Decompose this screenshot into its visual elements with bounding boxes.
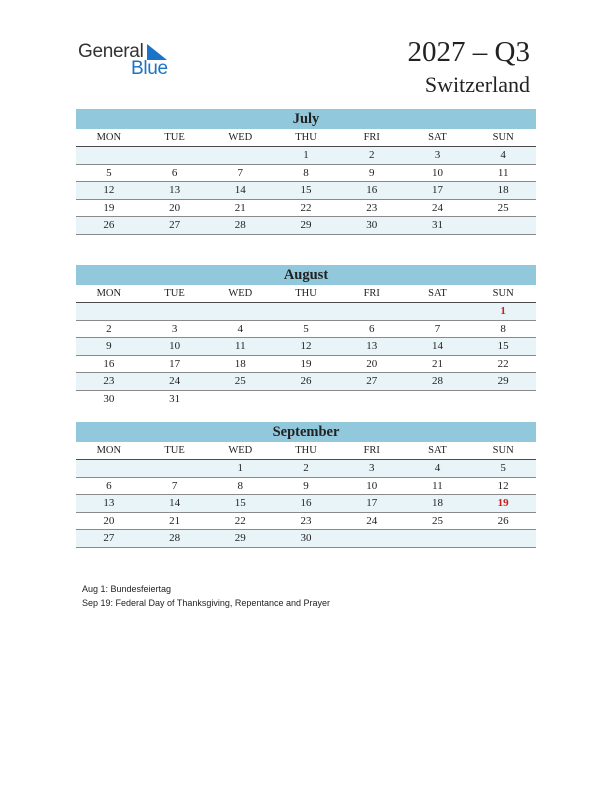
day-cell: 24 [431, 201, 443, 214]
day-cell: 20 [169, 201, 181, 214]
day-cell: 25 [497, 201, 509, 214]
day-cell: 24 [169, 375, 181, 387]
day-cell [470, 530, 536, 547]
week-row [76, 165, 536, 183]
day-cell [273, 391, 339, 408]
day-cell: 3 [368, 462, 375, 474]
day-cell: 7 [237, 166, 244, 179]
day-cell: 11 [235, 340, 246, 352]
day-cell: 5 [500, 462, 506, 474]
day-cell: 10 [169, 340, 181, 352]
day-cell: 8 [237, 479, 244, 492]
logo [78, 41, 178, 81]
day-cell [339, 391, 405, 408]
day-cell: 11 [432, 479, 443, 492]
day-cell [207, 391, 273, 408]
day-cell: 2 [368, 149, 375, 161]
day-cell: 6 [368, 322, 375, 335]
day-cell: 6 [106, 479, 112, 492]
weekday-label: TUE [164, 445, 185, 456]
logo-word-blue: Blue [131, 58, 168, 79]
day-cell: 5 [303, 322, 309, 335]
day-cell: 16 [300, 497, 312, 509]
day-cell [207, 147, 273, 164]
day-cell: 16 [366, 184, 378, 196]
month-block-august [76, 265, 536, 407]
day-cell: 21 [431, 357, 443, 370]
day-cell: 23 [300, 514, 312, 527]
week-row [76, 513, 536, 531]
day-cell: 10 [366, 479, 378, 492]
weekday-label: THU [295, 445, 317, 456]
day-cell [76, 460, 142, 477]
day-cell: 8 [500, 322, 506, 335]
weekday-label: SUN [492, 445, 514, 456]
week-row [76, 391, 536, 408]
day-cell [470, 217, 536, 234]
weekday-label: TUE [164, 132, 185, 143]
month-block-july [76, 109, 536, 235]
day-cell: 30 [366, 219, 378, 231]
day-cell: 7 [434, 322, 441, 335]
day-cell: 19 [300, 357, 312, 370]
weekday-label: SAT [428, 288, 447, 299]
weekday-label: FRI [363, 445, 380, 456]
holiday-day-cell: 1 [500, 305, 506, 317]
weekday-label: SUN [492, 132, 514, 143]
week-row [76, 182, 536, 200]
week-row [76, 495, 536, 513]
weekday-header-row [76, 129, 536, 147]
day-cell [339, 530, 405, 547]
holiday-day-cell: 19 [497, 497, 509, 509]
day-cell [207, 303, 273, 320]
weekday-label: FRI [363, 288, 380, 299]
day-cell: 28 [431, 375, 443, 387]
day-cell: 3 [171, 322, 178, 335]
day-cell: 12 [103, 184, 115, 196]
day-cell: 5 [106, 166, 112, 179]
week-row [76, 303, 536, 321]
holiday-note: Sep 19: Federal Day of Thanksgiving, Repentance and Prayer [82, 598, 330, 608]
holiday-notes [82, 582, 330, 610]
day-cell: 2 [303, 462, 309, 474]
day-cell: 10 [431, 166, 443, 179]
day-cell [142, 303, 208, 320]
day-cell: 27 [103, 532, 115, 544]
day-cell: 17 [431, 184, 443, 196]
day-cell: 19 [103, 201, 115, 214]
week-row [76, 338, 536, 356]
day-cell: 20 [103, 514, 115, 527]
day-cell: 29 [497, 375, 509, 387]
page-title: 2027 – Q3 [407, 36, 530, 68]
day-cell: 13 [366, 340, 378, 352]
day-cell: 4 [434, 462, 441, 474]
day-cell [142, 147, 208, 164]
weekday-header-row [76, 442, 536, 460]
day-cell: 28 [234, 219, 246, 231]
day-cell [405, 303, 471, 320]
holiday-note: Aug 1: Bundesfeiertag [82, 584, 172, 594]
weekday-label: THU [295, 288, 317, 299]
day-cell: 15 [300, 184, 312, 196]
day-cell: 3 [434, 149, 441, 161]
day-cell: 27 [169, 219, 181, 231]
day-cell: 25 [234, 375, 246, 387]
weekday-label: THU [295, 132, 317, 143]
day-cell [470, 391, 536, 408]
day-cell: 26 [300, 375, 312, 387]
day-cell: 1 [303, 149, 309, 161]
day-cell: 9 [368, 166, 375, 179]
day-cell [142, 460, 208, 477]
day-cell: 17 [366, 497, 378, 509]
day-cell: 15 [234, 497, 246, 509]
month-block-september [76, 422, 536, 548]
day-cell: 12 [300, 340, 312, 352]
day-cell: 26 [103, 219, 115, 231]
logo-word-general: General [78, 41, 144, 62]
day-cell: 20 [366, 357, 378, 370]
weekday-label: SUN [492, 288, 514, 299]
day-cell: 31 [169, 392, 181, 405]
day-cell [405, 391, 471, 408]
weekday-label: SAT [428, 445, 447, 456]
day-cell: 8 [303, 166, 309, 179]
day-cell: 22 [497, 357, 509, 370]
day-cell [76, 303, 142, 320]
day-cell: 11 [497, 166, 509, 179]
weekday-label: WED [228, 445, 253, 456]
day-cell: 30 [300, 532, 312, 544]
day-cell: 18 [234, 357, 246, 370]
day-cell: 6 [171, 166, 178, 179]
day-cell: 22 [300, 201, 312, 214]
weekday-label: MON [96, 288, 122, 299]
weekday-header-row [76, 285, 536, 303]
day-cell: 21 [234, 201, 246, 214]
weekday-label: WED [228, 288, 253, 299]
day-cell: 25 [431, 514, 443, 527]
day-cell: 13 [103, 497, 115, 509]
week-row [76, 217, 536, 235]
week-row [76, 478, 536, 496]
day-cell: 9 [303, 479, 309, 492]
day-cell: 18 [497, 184, 509, 196]
day-cell: 23 [366, 201, 378, 214]
day-cell: 23 [103, 375, 115, 387]
day-cell: 4 [237, 322, 244, 335]
day-cell: 17 [169, 357, 181, 370]
day-cell: 13 [169, 184, 181, 196]
day-cell [273, 303, 339, 320]
day-cell: 31 [431, 219, 443, 231]
day-cell: 15 [497, 340, 509, 352]
week-row [76, 460, 536, 478]
day-cell: 30 [103, 392, 115, 405]
weekday-label: TUE [164, 288, 185, 299]
day-cell: 9 [106, 340, 112, 352]
day-cell: 27 [366, 375, 378, 387]
month-name: August [76, 265, 536, 285]
day-cell: 4 [500, 149, 506, 161]
week-row [76, 530, 536, 548]
weekday-label: MON [96, 445, 122, 456]
week-row [76, 147, 536, 165]
day-cell: 29 [234, 532, 246, 544]
week-row [76, 373, 536, 391]
weekday-label: WED [228, 132, 253, 143]
country-name: Switzerland [424, 72, 530, 97]
day-cell: 24 [366, 514, 378, 527]
day-cell: 29 [300, 219, 312, 231]
weekday-label: FRI [363, 132, 380, 143]
day-cell: 12 [497, 479, 509, 492]
week-row [76, 356, 536, 374]
month-name: September [76, 422, 536, 442]
weekday-label: SAT [428, 132, 447, 143]
month-name: July [76, 109, 536, 129]
week-row [76, 321, 536, 339]
day-cell: 28 [169, 532, 181, 544]
day-cell: 22 [234, 514, 246, 527]
day-cell: 18 [431, 497, 443, 509]
day-cell: 21 [169, 514, 181, 527]
day-cell: 16 [103, 357, 115, 370]
weekday-label: MON [96, 132, 122, 143]
day-cell [339, 303, 405, 320]
day-cell [405, 530, 471, 547]
day-cell: 14 [169, 497, 181, 509]
day-cell [76, 147, 142, 164]
day-cell: 26 [497, 514, 509, 527]
week-row [76, 200, 536, 218]
day-cell: 14 [234, 184, 246, 196]
day-cell: 14 [431, 340, 443, 352]
day-cell: 2 [106, 322, 112, 335]
day-cell: 7 [171, 479, 178, 492]
day-cell: 1 [237, 462, 244, 474]
